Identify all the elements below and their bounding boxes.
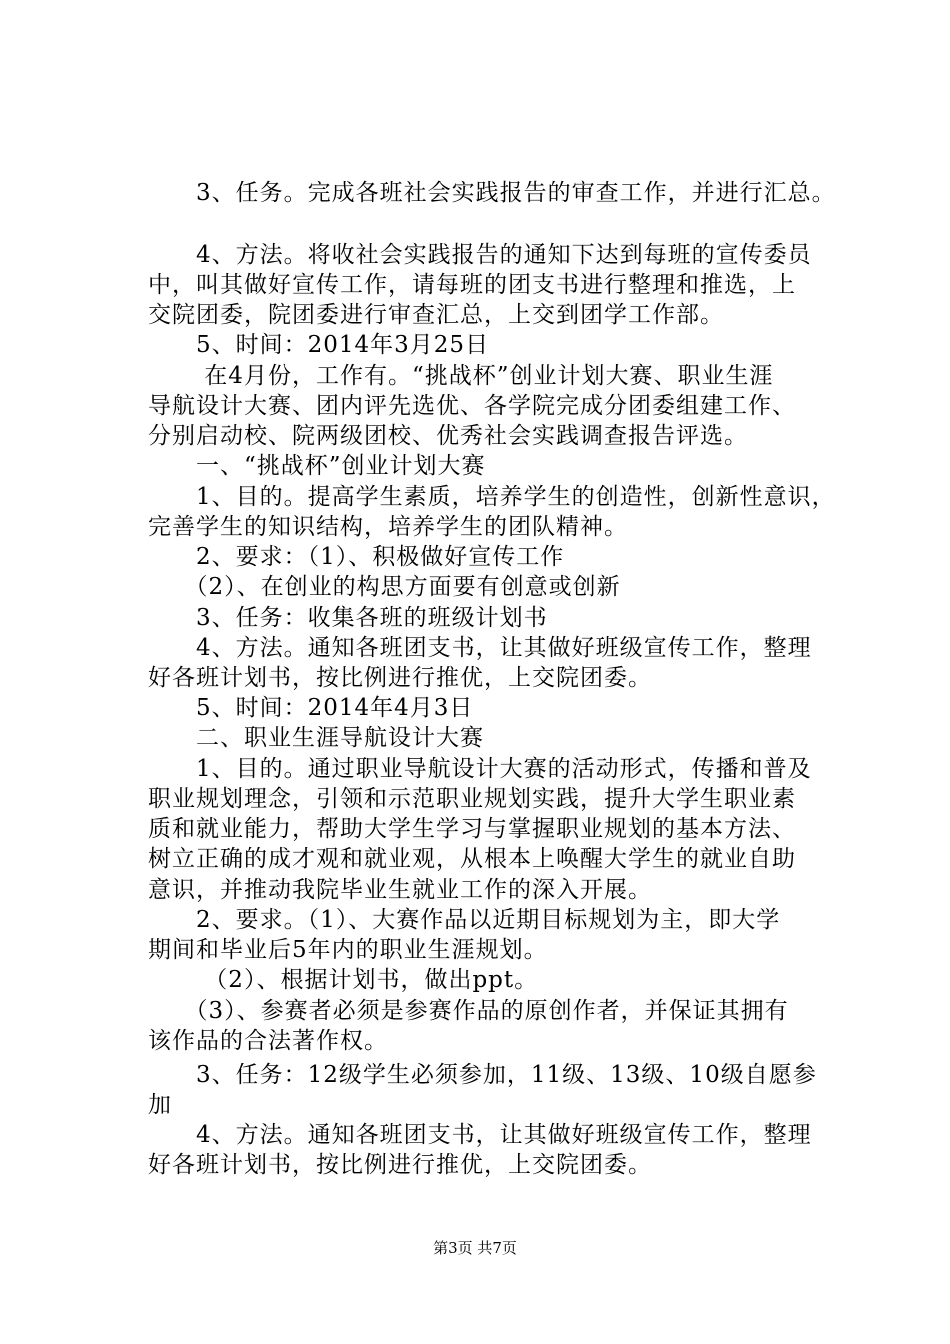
paragraph-line: 完善学生的知识结构，培养学生的团队精神。: [148, 514, 628, 540]
paragraph-line: 好各班计划书，按比例进行推优，上交院团委。: [148, 665, 652, 691]
paragraph-line: 交院团委，院团委进行审查汇总，上交到团学工作部。: [148, 302, 724, 328]
paragraph-line: 职业规划理念，引领和示范职业规划实践，提升大学生职业素: [148, 786, 796, 812]
paragraph-line: 2、要求。（1）、大赛作品以近期目标规划为主，即大学: [148, 907, 781, 933]
paragraph-line: （2）、根据计划书，做出ppt。: [148, 967, 539, 993]
paragraph-line: 3、任务：收集各班的班级计划书: [148, 605, 548, 631]
page-number-footer: 第3页 共7页: [433, 1239, 517, 1257]
paragraph-line: 加: [148, 1092, 172, 1118]
paragraph-line: 导航设计大赛、团内评先选优、各学院完成分团委组建工作、: [148, 393, 796, 419]
paragraph-line: 树立正确的成才观和就业观，从根本上唤醒大学生的就业自助: [148, 846, 796, 872]
paragraph-line: 期间和毕业后5年内的职业生涯规划。: [148, 937, 548, 963]
paragraph-line: （3）、参赛者必须是参赛作品的原创作者，并保证其拥有: [148, 998, 789, 1024]
paragraph-line: 4、方法。通知各班团支书，让其做好班级宣传工作，整理: [148, 635, 812, 661]
paragraph-line: 3、任务。完成各班社会实践报告的审查工作，并进行汇总。: [148, 180, 836, 206]
paragraph-line: 5、时间：2014年4月3日: [148, 695, 474, 721]
paragraph-line: 意识，并推动我院毕业生就业工作的深入开展。: [148, 877, 652, 903]
paragraph-line: 该作品的合法著作权。: [148, 1028, 388, 1054]
paragraph-line: 中，叫其做好宣传工作，请每班的团支书进行整理和推选，上: [148, 272, 796, 298]
paragraph-line: 2、要求：（1）、积极做好宣传工作: [148, 544, 565, 570]
paragraph-line: 质和就业能力，帮助大学生学习与掌握职业规划的基本方法、: [148, 816, 796, 842]
paragraph-line: 5、时间：2014年3月25日: [148, 332, 490, 358]
paragraph-line: 1、目的。通过职业导航设计大赛的活动形式，传播和普及: [148, 756, 812, 782]
paragraph-line: 4、方法。通知各班团支书，让其做好班级宣传工作，整理: [148, 1122, 812, 1148]
paragraph-line: 3、任务：12级学生必须参加，11级、13级、10级自愿参: [148, 1062, 817, 1088]
paragraph-line: 1、目的。提高学生素质，培养学生的创造性，创新性意识，: [148, 484, 836, 510]
paragraph-line: （2）、在创业的构思方面要有创意或创新: [148, 574, 621, 600]
paragraph-line: 好各班计划书，按比例进行推优，上交院团委。: [148, 1152, 652, 1178]
paragraph-line: 4、方法。将收社会实践报告的通知下达到每班的宣传委员: [148, 242, 812, 268]
paragraph-line: 在4月份，工作有。“挑战杯”创业计划大赛、职业生涯: [148, 363, 774, 389]
section-heading: 一、“挑战杯”创业计划大赛: [148, 453, 486, 479]
paragraph-line: 分别启动校、院两级团校、优秀社会实践调查报告评选。: [148, 423, 748, 449]
section-heading: 二、职业生涯导航设计大赛: [148, 725, 484, 751]
